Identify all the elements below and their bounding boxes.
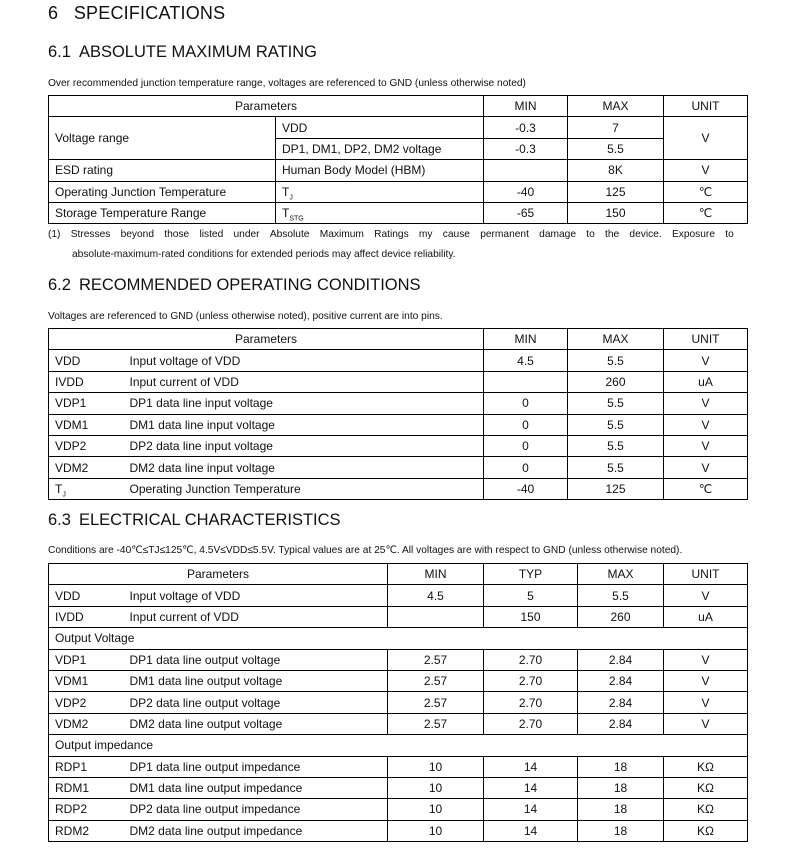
footnote-word: to bbox=[725, 229, 734, 240]
cell-min: 0 bbox=[484, 414, 568, 435]
footnote-word: Exposure bbox=[671, 229, 715, 240]
table-row bbox=[49, 478, 748, 499]
recommended-table-body bbox=[49, 350, 748, 478]
cell-description: DP1 data line output voltage bbox=[124, 649, 388, 670]
footnote-word: the bbox=[605, 229, 620, 240]
footnote-line-2: absolute-maximum-rated conditions for extended periods may affect device reliability. bbox=[72, 249, 456, 260]
group-row-output-impedance bbox=[49, 735, 748, 756]
header-unit: UNIT bbox=[664, 564, 748, 585]
symbol-base: T bbox=[282, 206, 290, 221]
symbol-base: T bbox=[282, 184, 290, 199]
heading-text: RECOMMENDED OPERATING CONDITIONS bbox=[78, 276, 421, 294]
cell-max: 125 bbox=[568, 478, 664, 499]
cell-max: 18 bbox=[578, 820, 664, 841]
cell-symbol: VDM1 bbox=[49, 670, 124, 691]
cell-typ: 5 bbox=[484, 585, 578, 606]
cell-condition: Human Body Model (HBM) bbox=[276, 160, 484, 181]
cell-min: 0 bbox=[484, 393, 568, 414]
cell-symbol: VDM1 bbox=[49, 414, 124, 435]
cell-min: -40 bbox=[484, 478, 568, 499]
cell-typ: 150 bbox=[484, 606, 578, 627]
header-parameters: Parameters bbox=[49, 564, 388, 585]
table-row bbox=[49, 160, 748, 181]
cell-parameter: Storage Temperature Range bbox=[49, 202, 276, 223]
cell-symbol: RDP2 bbox=[49, 799, 124, 820]
cell-unit: V bbox=[664, 585, 748, 606]
footnote-word: to bbox=[586, 229, 595, 240]
heading-text: ELECTRICAL CHARACTERISTICS bbox=[78, 511, 341, 529]
cell-unit: KΩ bbox=[664, 756, 748, 777]
cell-min: 2.57 bbox=[388, 692, 484, 713]
header-min: MIN bbox=[388, 564, 484, 585]
cell-max: 2.84 bbox=[578, 670, 664, 691]
cell-condition: DP1, DM1, DP2, DM2 voltage bbox=[276, 138, 484, 159]
table-row bbox=[49, 606, 748, 627]
cell-min: -40 bbox=[484, 181, 568, 202]
cell-description: DP2 data line input voltage bbox=[124, 435, 484, 456]
cell-description: DP1 data line output impedance bbox=[124, 756, 388, 777]
footnote-line-1 bbox=[48, 225, 734, 245]
cell-typ: 14 bbox=[484, 820, 578, 841]
cell-max: 5.5 bbox=[568, 457, 664, 478]
footnote-word: my bbox=[418, 229, 433, 240]
cell-min: 2.57 bbox=[388, 670, 484, 691]
cell-max: 2.84 bbox=[578, 649, 664, 670]
table-header-row bbox=[49, 96, 748, 117]
heading-absolute-max bbox=[48, 43, 317, 62]
cell-min: 10 bbox=[388, 820, 484, 841]
cell-description: DP2 data line output impedance bbox=[124, 799, 388, 820]
table-row bbox=[49, 202, 748, 223]
cell-description: Input voltage of VDD bbox=[124, 350, 484, 371]
cell-min: 4.5 bbox=[388, 585, 484, 606]
table-row bbox=[49, 393, 748, 414]
footnote-word: Maximum bbox=[319, 229, 364, 240]
cell-max: 260 bbox=[578, 606, 664, 627]
header-max: MAX bbox=[568, 329, 664, 350]
cell-unit: KΩ bbox=[664, 777, 748, 798]
footnote-word: Absolute bbox=[269, 229, 310, 240]
symbol-base: T bbox=[55, 481, 63, 496]
cell-unit: ℃ bbox=[664, 181, 748, 202]
cell-max: 5.5 bbox=[568, 414, 664, 435]
cell-unit: ℃ bbox=[664, 202, 748, 223]
cell-max: 8K bbox=[568, 160, 664, 181]
footnote-word: those bbox=[164, 229, 190, 240]
heading-number: 6.1 bbox=[48, 43, 71, 61]
cell-unit: V bbox=[664, 692, 748, 713]
cell-min: 4.5 bbox=[484, 350, 568, 371]
table-row bbox=[49, 756, 748, 777]
table-row bbox=[49, 181, 748, 202]
header-min: MIN bbox=[484, 96, 568, 117]
cell-description: DM1 data line input voltage bbox=[124, 414, 484, 435]
cell-description: DM2 data line output voltage bbox=[124, 713, 388, 734]
table-row bbox=[49, 457, 748, 478]
footnote-word: damage bbox=[539, 229, 576, 240]
cell-min: -0.3 bbox=[484, 117, 568, 138]
symbol-subscript: J bbox=[289, 194, 293, 202]
cell-unit: KΩ bbox=[664, 820, 748, 841]
cell-max: 5.5 bbox=[568, 393, 664, 414]
header-parameters: Parameters bbox=[49, 96, 484, 117]
cell-symbol: IVDD bbox=[49, 606, 124, 627]
recommended-note: Voltages are referenced to GND (unless otherwise noted), positive current are into pins. bbox=[48, 311, 443, 322]
cell-min: 0 bbox=[484, 457, 568, 478]
voltage-range-label: Voltage range bbox=[49, 117, 276, 160]
footnote-marker: (1) bbox=[48, 229, 61, 240]
cell-symbol: VDM2 bbox=[49, 457, 124, 478]
cell-description: Operating Junction Temperature bbox=[124, 478, 484, 499]
cell-max: 260 bbox=[568, 371, 664, 392]
symbol-subscript: STG bbox=[289, 215, 304, 223]
table-row bbox=[49, 713, 748, 734]
footnote-word: permanent bbox=[480, 229, 529, 240]
group-row-output-voltage bbox=[49, 628, 748, 649]
cell-unit: V bbox=[664, 713, 748, 734]
cell-unit: V bbox=[664, 414, 748, 435]
section-number: 6 bbox=[48, 3, 59, 23]
cell-symbol: IVDD bbox=[49, 371, 124, 392]
cell-description: DM2 data line input voltage bbox=[124, 457, 484, 478]
cell-max: 125 bbox=[568, 181, 664, 202]
group-label: Output Voltage bbox=[49, 628, 748, 649]
footnote-word: device. bbox=[629, 229, 662, 240]
cell-symbol: VDP2 bbox=[49, 692, 124, 713]
table-row bbox=[49, 414, 748, 435]
cell-unit: V bbox=[664, 649, 748, 670]
cell-max: 2.84 bbox=[578, 713, 664, 734]
cell-symbol: RDP1 bbox=[49, 756, 124, 777]
cell-symbol: VDM2 bbox=[49, 713, 124, 734]
cell-description: DM1 data line output impedance bbox=[124, 777, 388, 798]
table-row bbox=[49, 649, 748, 670]
cell-unit: V bbox=[664, 457, 748, 478]
cell-min bbox=[484, 160, 568, 181]
cell-typ: 14 bbox=[484, 756, 578, 777]
cell-typ: 2.70 bbox=[484, 692, 578, 713]
cell-min: -65 bbox=[484, 202, 568, 223]
cell-min: -0.3 bbox=[484, 138, 568, 159]
table-row bbox=[49, 820, 748, 841]
cell-symbol: VDP1 bbox=[49, 393, 124, 414]
cell-description: DP1 data line input voltage bbox=[124, 393, 484, 414]
footnote-word: Stresses bbox=[70, 229, 111, 240]
table-row bbox=[49, 585, 748, 606]
section-title bbox=[48, 3, 225, 24]
footnote-word: beyond bbox=[120, 229, 155, 240]
table-row bbox=[49, 777, 748, 798]
header-unit: UNIT bbox=[664, 329, 748, 350]
header-parameters: Parameters bbox=[49, 329, 484, 350]
footnote-word: Ratings bbox=[374, 229, 409, 240]
footnote-word: cause bbox=[442, 229, 470, 240]
table-row bbox=[49, 692, 748, 713]
cell-min: 2.57 bbox=[388, 713, 484, 734]
cell-max: 18 bbox=[578, 799, 664, 820]
cell-typ: 14 bbox=[484, 799, 578, 820]
cell-symbol: VDP2 bbox=[49, 435, 124, 456]
cell-unit: V bbox=[664, 160, 748, 181]
heading-number: 6.3 bbox=[48, 511, 71, 529]
cell-min: 10 bbox=[388, 756, 484, 777]
cell-unit: uA bbox=[664, 606, 748, 627]
cell-typ: 2.70 bbox=[484, 713, 578, 734]
cell-min bbox=[388, 606, 484, 627]
cell-unit: V bbox=[664, 393, 748, 414]
abs-max-table bbox=[48, 95, 748, 224]
header-unit: UNIT bbox=[664, 96, 748, 117]
cell-unit: KΩ bbox=[664, 799, 748, 820]
cell-symbol: VDP1 bbox=[49, 649, 124, 670]
cell-description: Input current of VDD bbox=[124, 371, 484, 392]
cell-min bbox=[484, 371, 568, 392]
cell-description: DM2 data line output impedance bbox=[124, 820, 388, 841]
cell-min: 10 bbox=[388, 777, 484, 798]
cell-max: 150 bbox=[568, 202, 664, 223]
cell-symbol: VDD bbox=[49, 350, 124, 371]
electrical-table bbox=[48, 563, 748, 842]
table-row bbox=[49, 350, 748, 371]
table-row bbox=[49, 435, 748, 456]
cell-symbol bbox=[49, 478, 124, 499]
cell-description: DP2 data line output voltage bbox=[124, 692, 388, 713]
cell-unit: V bbox=[664, 670, 748, 691]
cell-condition: VDD bbox=[276, 117, 484, 138]
cell-min: 0 bbox=[484, 435, 568, 456]
cell-symbol: VDD bbox=[49, 585, 124, 606]
recommended-table bbox=[48, 328, 748, 500]
cell-max: 5.5 bbox=[568, 138, 664, 159]
heading-recommended-conditions bbox=[48, 276, 421, 295]
cell-description: DM1 data line output voltage bbox=[124, 670, 388, 691]
cell-unit: V bbox=[664, 350, 748, 371]
cell-max: 5.5 bbox=[568, 435, 664, 456]
cell-unit: ℃ bbox=[664, 478, 748, 499]
cell-min: 10 bbox=[388, 799, 484, 820]
cell-symbol: RDM1 bbox=[49, 777, 124, 798]
cell-max: 5.5 bbox=[578, 585, 664, 606]
cell-typ: 14 bbox=[484, 777, 578, 798]
section-name: SPECIFICATIONS bbox=[73, 3, 226, 23]
symbol-subscript: J bbox=[62, 491, 66, 499]
cell-max: 2.84 bbox=[578, 692, 664, 713]
footnote-word: listed bbox=[199, 229, 224, 240]
cell-symbol bbox=[276, 181, 484, 202]
table-row bbox=[49, 799, 748, 820]
heading-electrical-characteristics bbox=[48, 511, 341, 530]
table-row bbox=[49, 371, 748, 392]
table-header-row bbox=[49, 564, 748, 585]
cell-min: 2.57 bbox=[388, 649, 484, 670]
cell-unit: V bbox=[664, 117, 748, 160]
output-impedance-rows bbox=[49, 756, 748, 842]
cell-max: 7 bbox=[568, 117, 664, 138]
supply-rows bbox=[49, 585, 748, 628]
cell-parameter: Operating Junction Temperature bbox=[49, 181, 276, 202]
header-min: MIN bbox=[484, 329, 568, 350]
electrical-note: Conditions are -40℃≤TJ≤125℃, 4.5V≤VDD≤5.5V. Typical values are at 25℃. All voltages are with respect to GND (unless otherwise noted). bbox=[48, 545, 683, 556]
cell-max: 18 bbox=[578, 777, 664, 798]
cell-description: Input voltage of VDD bbox=[124, 585, 388, 606]
table-row bbox=[49, 117, 748, 138]
heading-number: 6.2 bbox=[48, 276, 71, 294]
cell-symbol bbox=[276, 202, 484, 223]
header-max: MAX bbox=[578, 564, 664, 585]
header-max: MAX bbox=[568, 96, 664, 117]
table-row bbox=[49, 670, 748, 691]
cell-description: Input current of VDD bbox=[124, 606, 388, 627]
cell-parameter: ESD rating bbox=[49, 160, 276, 181]
header-typ: TYP bbox=[484, 564, 578, 585]
output-voltage-rows bbox=[49, 649, 748, 735]
footnote-word: under bbox=[233, 229, 260, 240]
cell-unit: uA bbox=[664, 371, 748, 392]
cell-max: 5.5 bbox=[568, 350, 664, 371]
cell-symbol: RDM2 bbox=[49, 820, 124, 841]
group-label: Output impedance bbox=[49, 735, 748, 756]
cell-unit: V bbox=[664, 435, 748, 456]
cell-typ: 2.70 bbox=[484, 649, 578, 670]
abs-max-note: Over recommended junction temperature range, voltages are referenced to GND (unless otherwise noted) bbox=[48, 78, 526, 89]
heading-text: ABSOLUTE MAXIMUM RATING bbox=[78, 43, 317, 61]
cell-typ: 2.70 bbox=[484, 670, 578, 691]
table-header-row bbox=[49, 329, 748, 350]
cell-max: 18 bbox=[578, 756, 664, 777]
abs-max-footnote bbox=[48, 225, 734, 265]
